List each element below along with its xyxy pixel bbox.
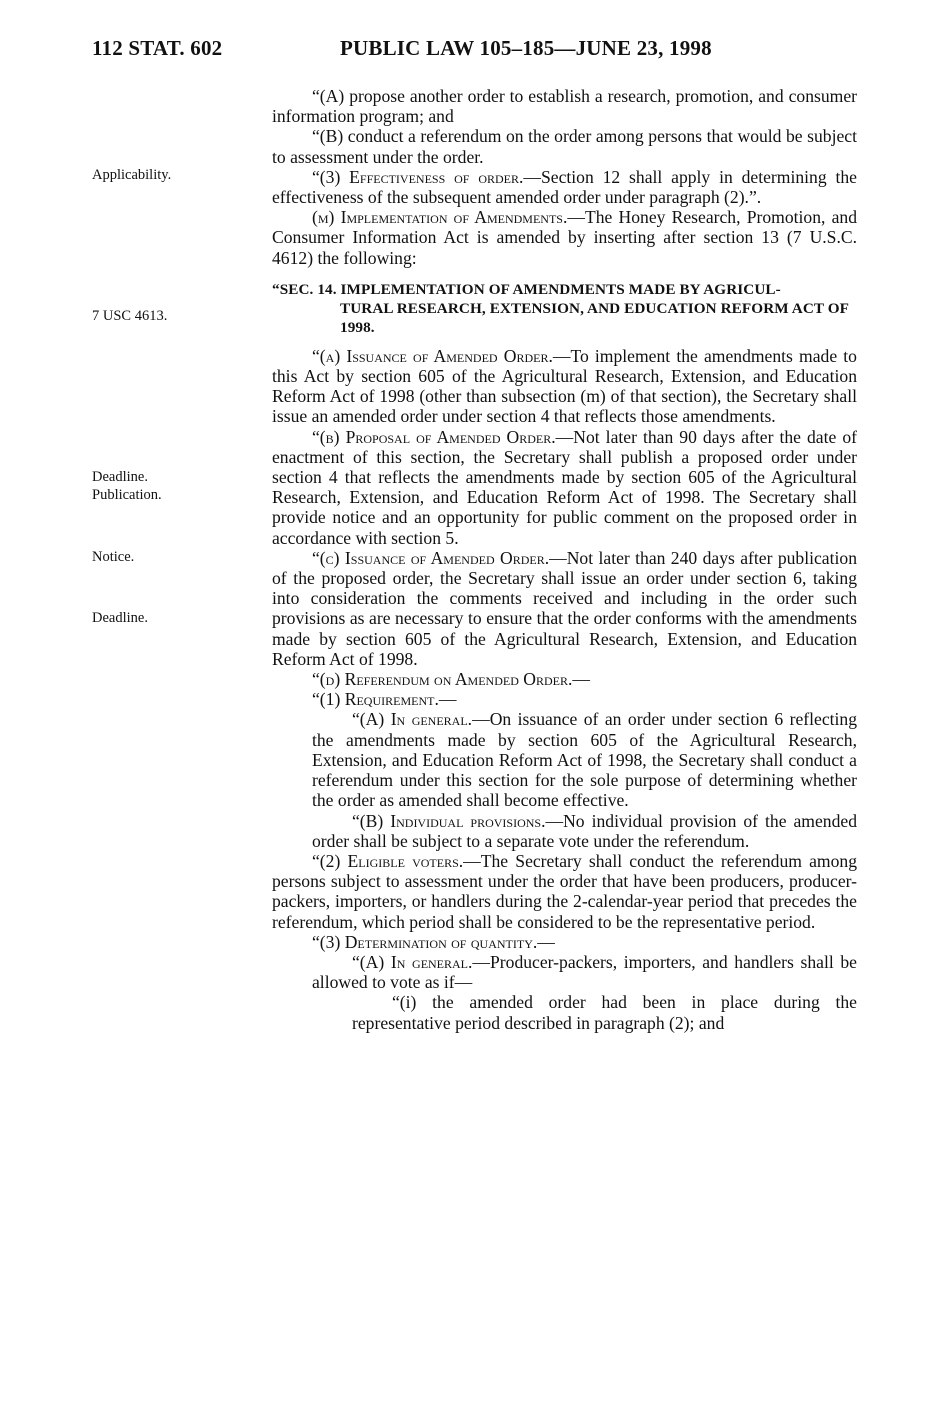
implementation-text: —The Honey Research, Promotion, and Consumer Information Act is amended by inserting after section 13 (7 U.S.C. 4612) the following:	[272, 207, 857, 268]
subsection-d	[272, 669, 857, 689]
subsection-b-heading: “(b) Proposal of Amended Order.	[312, 426, 556, 447]
margin-note-notice: Notice.	[92, 549, 135, 565]
implementation-heading: (m) Implementation of Amendments.	[312, 207, 568, 228]
subsection-a-heading: “(a) Issuance of Amended Order.	[312, 345, 553, 366]
subparagraph-d3a-heading: “(A) In general.	[352, 951, 473, 972]
margin-note-applicability: Applicability.	[92, 167, 172, 183]
subsection-c-heading: “(c) Issuance of Amended Order.	[312, 547, 550, 568]
paragraph-d1-heading: “(1) Requirement.—	[312, 689, 457, 710]
subsection-a	[272, 346, 857, 427]
margin-note-usc: 7 USC 4613.	[92, 308, 168, 324]
paragraph-a-propose: “(A) propose another order to establish a research, promotion, and consumer information program; and	[272, 86, 857, 127]
margin-note-deadline: Deadline.	[92, 469, 148, 485]
paragraph-d3-heading: “(3) Determination of quantity.—	[312, 931, 555, 952]
section-14-heading-lead: “SEC. 14. IMPLEMENTATION OF AMENDMENTS MADE BY AGRICUL-	[272, 280, 781, 298]
subsection-b	[272, 427, 857, 548]
stat-page-number: 112 STAT. 602	[92, 36, 223, 60]
running-header: PUBLIC LAW 105–185—JUNE 23, 1998	[340, 36, 712, 60]
section-14-heading	[272, 280, 857, 337]
subparagraph-d1a-heading: “(A) In general.	[352, 709, 473, 730]
subsection-b-text: —Not later than 90 days after the date of enactment of this section, the Secretary shall publish a proposed order under section 4 that reflects the amendments made by section 605 of the Agricultural Research, Extension, and Education Reform Act of 1998. The Secretary shall provide notice and an opportunity for public comment on the proposed order in accordance with section 5.	[272, 426, 857, 548]
paragraph-d2-heading: “(2) Eligible voters.	[312, 850, 464, 871]
paragraph-d3	[272, 932, 857, 952]
paragraph-b-conduct: “(B) conduct a referendum on the order among persons that would be subject to assessment under the order.	[272, 126, 857, 167]
effectiveness-heading: “(3) Effectiveness of order.	[312, 166, 524, 187]
law-text	[272, 86, 857, 1033]
paragraph-d2-text: —The Secretary shall conduct the referendum among persons subject to assessment under the order that have been producers, producer-packers, importers, or handlers during the 2-calendar-year period that precedes the referendum, which period shall be considered to be the representative period.	[272, 850, 857, 932]
subparagraph-d1b-text: —No individual provision of the amended order shall be subject to a separate vote under the referendum.	[312, 810, 857, 851]
margin-note-deadline-2: Deadline.	[92, 610, 148, 626]
margin-note-publication: Publication.	[92, 487, 162, 503]
paragraph-m-implementation	[272, 207, 857, 268]
subparagraph-d1a	[272, 709, 857, 810]
subsection-a-text: —To implement the amendments made to this Act by section 605 of the Agricultural Research, Extension, and Education Reform Act of 1998 (other than subsection (m) of that section), the Secretary shall issue an amended order under section 4 that reflects those amendments.	[272, 345, 857, 427]
paragraph-d1	[272, 689, 857, 709]
paragraph-effectiveness	[272, 167, 857, 207]
subsection-d-heading: “(d) Referendum on Amended Order.—	[312, 669, 590, 690]
subparagraph-d3a	[272, 952, 857, 992]
subparagraph-d3a-text: —Producer-packers, importers, and handlers shall be allowed to vote as if—	[312, 951, 857, 993]
effectiveness-text: —Section 12 shall apply in determining the effectiveness of the subsequent amended order under paragraph (2).”.	[272, 166, 857, 208]
paragraph-d2	[272, 851, 857, 932]
subparagraph-d1b	[272, 811, 857, 851]
section-14-heading-rest: TURAL RESEARCH, EXTENSION, AND EDUCATION REFORM ACT OF 1998.	[340, 299, 849, 336]
subsection-c	[272, 548, 857, 669]
subparagraph-d1b-heading: “(B) Individual provisions.	[352, 810, 546, 831]
clause-d3ai: “(i) the amended order had been in place during the representative period described in paragraph (2); and	[352, 992, 857, 1033]
subsection-c-text: —Not later than 240 days after publication of the proposed order, the Secretary shall issue an order under section 6, taking into consideration the comments received and including in the order such provisions as are necessary to ensure that the order conforms with the amendments made by section 605 of the Agricultural Research, Extension, and Education Reform Act of 1998.	[272, 547, 857, 669]
subparagraph-d1a-text: —On issuance of an order under section 6 reflecting the amendments made by section 605 of the Agricultural Research, Extension, and Education Reform Act of 1998, the Secretary shall conduct a referendum under this section for the sole purpose of determining whether the order as amended shall become effective.	[312, 709, 857, 811]
